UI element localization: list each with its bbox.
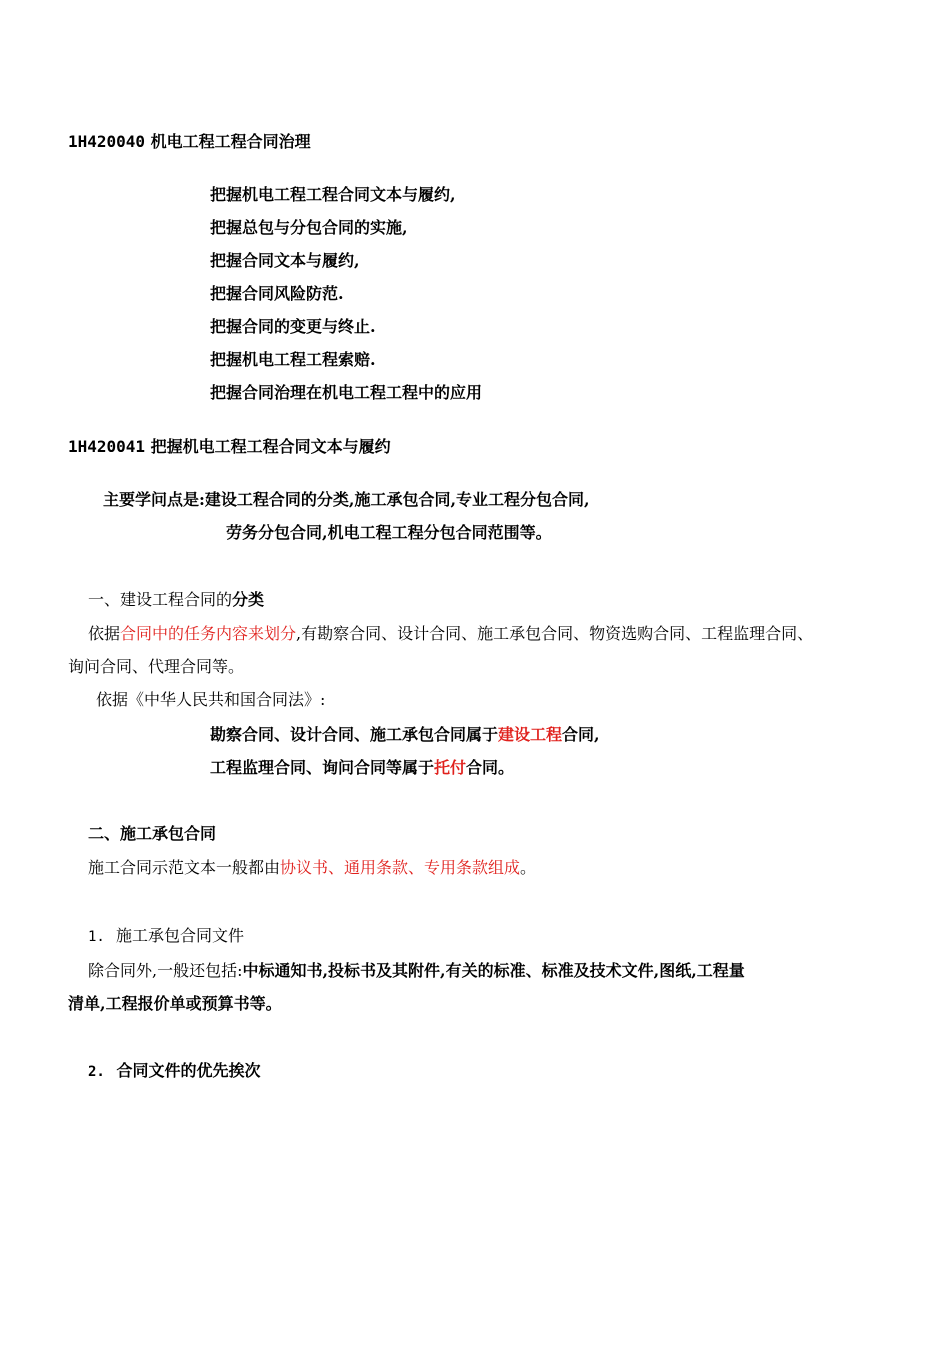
- part1-heading-bold: 分类: [232, 590, 265, 609]
- highlight-text: 托付: [434, 758, 467, 777]
- part1-paragraph-line-1: [88, 623, 813, 645]
- contract-class-line-1: [210, 724, 600, 746]
- objective-item: 把握合同风险防范.: [210, 284, 344, 303]
- part2-paragraph: [88, 857, 536, 879]
- text-run: 。: [520, 858, 537, 877]
- highlight-text: 建设工程: [498, 725, 563, 744]
- objective-item: 把握机电工程工程合同文本与履约,: [210, 185, 456, 204]
- text-run: 除合同外,一般还包括:: [88, 961, 243, 980]
- text-run: 合同。: [466, 758, 515, 777]
- text-run: ,有勘察合同、设计合同、施工承包合同、物资选购合同、工程监理合同、: [296, 624, 814, 643]
- objective-item: 把握总包与分包合同的实施,: [210, 218, 408, 237]
- item-title: 施工承包合同文件: [115, 926, 244, 945]
- text-run: 依据: [88, 624, 121, 643]
- item1-text-line-1: [88, 960, 745, 982]
- law-reference: 依据《中华人民共和国合同法》:: [96, 690, 326, 709]
- key-points-line-2: 劳务分包合同,机电工程工程分包合同范围等。: [226, 523, 552, 542]
- objective-item: 把握合同治理在机电工程工程中的应用: [210, 383, 483, 402]
- objective-item: 把握机电工程工程索赔.: [210, 350, 376, 369]
- objective-item: 把握合同的变更与终止.: [210, 317, 376, 336]
- text-run: 工程监理合同、询问合同等属于: [210, 758, 435, 777]
- bold-text: 中标通知书,投标书及其附件,有关的标准、标准及技术文件,图纸,工程量: [242, 961, 745, 980]
- highlight-text: 协议书、通用条款、专用条款组成: [280, 858, 521, 877]
- highlight-text: 合同中的任务内容来划分: [120, 624, 297, 643]
- section-title: 机电工程工程合同治理: [150, 132, 311, 151]
- text-run: 施工合同示范文本一般都由: [88, 858, 281, 877]
- item-title: 合同文件的优先挨次: [116, 1061, 261, 1080]
- key-points-line-1: 主要学问点是:建设工程合同的分类,施工承包合同,专业工程分包合同,: [103, 490, 590, 509]
- objective-item: 把握合同文本与履约,: [210, 251, 360, 270]
- section-heading-main: [68, 131, 311, 153]
- item-number: 1.: [88, 929, 105, 945]
- section-title: 把握机电工程工程合同文本与履约: [150, 437, 391, 456]
- item1-text-line-2: 清单,工程报价单或预算书等。: [68, 994, 282, 1013]
- section-heading-sub: [68, 436, 391, 458]
- section-code: 1H420041: [68, 437, 146, 456]
- item1-heading: [88, 925, 244, 948]
- text-run: 勘察合同、设计合同、施工承包合同属于: [210, 725, 499, 744]
- contract-class-line-2: [210, 757, 514, 779]
- part1-paragraph-line-2: 询问合同、代理合同等。: [68, 657, 245, 676]
- item2-heading: [88, 1060, 260, 1083]
- item-number: 2.: [88, 1064, 105, 1080]
- part1-heading-prefix: 一、建设工程合同的: [88, 590, 233, 609]
- text-run: 合同,: [562, 725, 600, 744]
- section-code: 1H420040: [68, 132, 146, 151]
- part1-heading: [88, 589, 264, 611]
- part2-heading: 二、施工承包合同: [88, 824, 217, 843]
